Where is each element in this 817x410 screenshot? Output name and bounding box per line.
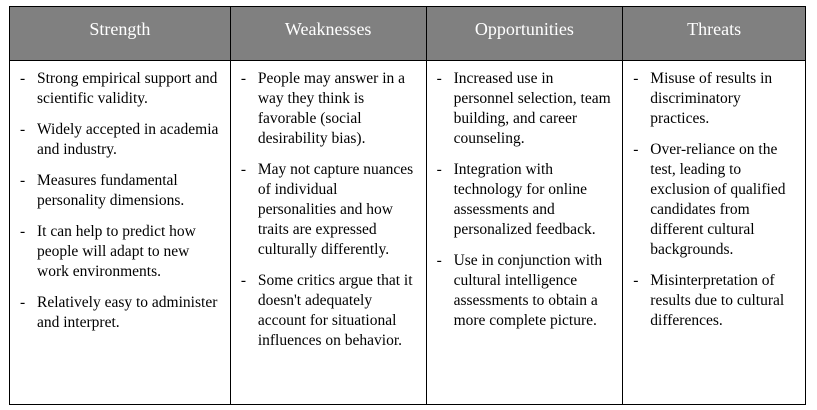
list-item [629,69,799,129]
list-item-text: Over-reliance on the test, leading to exclusion of qualified candidates from different cultural backgrounds. [650,141,786,258]
list-item-text: Relatively easy to administer and interpret. [37,294,218,331]
bullet-dash: - [20,172,26,189]
list-item [16,171,224,211]
bullet-dash: - [436,252,442,269]
list-item [629,271,799,331]
threats-cell [623,61,806,405]
list-item [16,222,224,282]
header-row [10,7,806,61]
list-item [237,160,420,260]
content-row [10,61,806,405]
bullet-dash: - [436,70,442,87]
list-item [16,69,224,109]
swot-table [9,6,806,405]
list-item-text: Measures fundamental personality dimensions. [37,172,185,209]
header-opportunities: Opportunities [426,7,623,61]
threats-list [629,69,799,331]
list-item-text: Some critics argue that it doesn't adequately account for situational influences on behavior. [257,272,413,349]
list-item-text: Integration with technology for online assessments and personalized feedback. [453,161,596,238]
header-threats: Threats [623,7,806,61]
opportunities-cell [426,61,623,405]
list-item [433,160,617,240]
bullet-dash: - [20,223,26,240]
list-item-text: Use in conjunction with cultural intelligence assessments to obtain a more complete picture. [453,252,603,329]
list-item-text: May not capture nuances of individual personalities and how traits are expressed culturally differently. [257,161,414,258]
header-weaknesses: Weaknesses [230,7,426,61]
list-item-text: People may answer in a way they think is favorable (social desirability bias). [257,70,406,147]
header-strength: Strength [10,7,231,61]
list-item [237,271,420,351]
bullet-dash: - [633,272,639,289]
bullet-dash: - [240,272,246,289]
list-item [629,140,799,260]
list-item-text: Misuse of results in discriminatory practices. [650,70,773,127]
strength-list [16,69,224,333]
bullet-dash: - [633,141,639,158]
list-item-text: Increased use in personnel selection, team building, and career counseling. [453,70,611,147]
list-item [16,293,224,333]
list-item-text: Strong empirical support and scientific validity. [37,70,218,107]
list-item-text: It can help to predict how people will adapt to new work environments. [37,223,196,280]
weaknesses-cell [230,61,426,405]
list-item [433,251,617,331]
bullet-dash: - [20,70,26,87]
opportunities-list [433,69,617,331]
strength-cell [10,61,231,405]
list-item-text: Misinterpretation of results due to cultural differences. [650,272,785,329]
list-item [433,69,617,149]
bullet-dash: - [240,161,246,178]
weaknesses-list [237,69,420,351]
list-item [16,120,224,160]
list-item-text: Widely accepted in academia and industry. [37,121,219,158]
bullet-dash: - [20,294,26,311]
bullet-dash: - [436,161,442,178]
list-item [237,69,420,149]
bullet-dash: - [633,70,639,87]
bullet-dash: - [20,121,26,138]
bullet-dash: - [240,70,246,87]
